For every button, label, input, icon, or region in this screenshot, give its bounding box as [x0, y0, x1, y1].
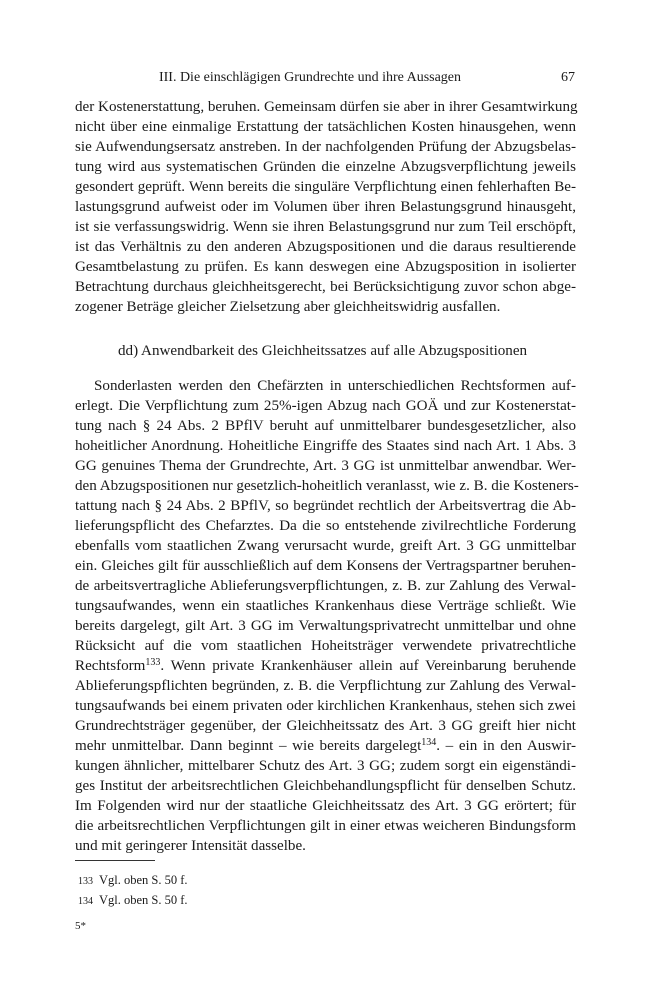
- text-line: GG genuines Thema der Grundrechte, Art. 3 GG ist unmittelbar anwendbar. Wer-: [75, 458, 576, 474]
- running-header: [75, 70, 575, 90]
- footnote-ref-133[interactable]: 133: [145, 657, 161, 668]
- text-span: mehr unmittelbar. Dann beginnt – wie bereits dargelegt: [75, 738, 422, 754]
- text-line: Im Folgenden wird nur der staatliche Gleichheitssatz des Art. 3 GG erörtert; für: [75, 798, 576, 814]
- text-line: die arbeitsrechtlichen Verpflichtungen gilt in einer etwas weicheren Bindungsform: [75, 818, 576, 834]
- text-line: ist sie verfassungswidrig. Wenn sie ihren Belastungsgrund nur zum Teil erschöpft,: [75, 219, 576, 235]
- footnote-text: Vgl. oben S. 50 f.: [99, 873, 188, 887]
- text-line: der Kostenerstattung, beruhen. Gemeinsam dürfen sie aber in ihrer Gesamtwirkung: [75, 99, 578, 115]
- text-span: . – ein in den Auswir-: [436, 738, 576, 754]
- text-line: [75, 656, 576, 676]
- text-line: Ablieferungspflichten begründen, z. B. die Verpflichtung zur Zahlung des Verwal-: [75, 678, 576, 694]
- text-line: [75, 736, 576, 756]
- page-number: 67: [561, 70, 575, 85]
- text-line: zogener Beträge gleicher Zielsetzung aber gleichheitswidrig ausfallen.: [75, 299, 501, 315]
- text-line: ges Institut der arbeitsrechtlichen Gleichbehandlungspflicht für denselben Schutz.: [75, 778, 576, 794]
- text-line: kungen ähnlicher, mittelbarer Schutz des Art. 3 GG; zudem sorgt ein eigenständi-: [75, 758, 576, 774]
- text-line: tung wird aus systematischen Gründen die einzelne Abzugsverpflichtung jeweils: [75, 159, 576, 175]
- text-line: ein. Gleiches gilt für ausschließlich auf dem Konsens der Vertragspartner beruhen-: [75, 558, 576, 574]
- text-line: Sonderlasten werden den Chefärzten in unterschiedlichen Rechtsformen auf-: [94, 378, 576, 394]
- footnote-number: 134: [78, 896, 93, 907]
- text-line: Grundrechtsträger gegenüber, der Gleichheitssatz des Art. 3 GG greift hier nicht: [75, 718, 576, 734]
- text-line: und mit geringerer Intensität dasselbe.: [75, 838, 306, 854]
- text-line: hoheitlicher Anordnung. Hoheitliche Eingriffe des Staates sind nach Art. 1 Abs. 3: [75, 438, 576, 454]
- footnote-text: Vgl. oben S. 50 f.: [99, 893, 188, 907]
- footnote-134: [78, 893, 188, 908]
- text-line: de arbeitsvertragliche Ablieferungsverpflichtungen, z. B. zur Zahlung des Verwal-: [75, 578, 576, 594]
- text-line: Betrachtung durchaus gleichheitsgerecht, bei Berücksichtigung zuvor schon abge-: [75, 279, 576, 295]
- text-line: sie Aufwendungsersatz anstreben. In der nachfolgenden Prüfung der Abzugsbelas-: [75, 139, 576, 155]
- text-span: . Wenn private Krankenhäuser allein auf Vereinbarung beruhende: [160, 658, 576, 674]
- text-line: bereits dargelegt, gilt Art. 3 GG im Verwaltungsprivatrecht unmittelbar und ohne: [75, 618, 576, 634]
- text-line: tungsaufwands bei einem privaten oder kirchlichen Krankenhaus, stehen sich zwei: [75, 698, 576, 714]
- text-line: erlegt. Die Verpflichtung zum 25%-igen Abzug nach GOÄ und zur Kostenerstat-: [75, 398, 576, 414]
- footnote-divider: [75, 860, 155, 861]
- text-line: lastungsgrund aufweist oder im Volumen über ihren Belastungsgrund hinausgeht,: [75, 199, 576, 215]
- text-line: tung nach § 24 Abs. 2 BPflV beruht auf unmittelbarer bundesgesetzlicher, also: [75, 418, 576, 434]
- footnote-ref-134[interactable]: 134: [421, 737, 437, 748]
- text-span: Rechtsform: [75, 658, 146, 674]
- running-title: III. Die einschlägigen Grundrechte und ihre Aussagen: [158, 70, 462, 85]
- text-line: den Abzugspositionen nur gesetzlich-hoheitlich veranlasst, wie z. B. die Kosteners-: [75, 478, 579, 494]
- footnote-133: [78, 873, 188, 888]
- text-line: Rücksicht auf die vom staatlichen Hoheitsträger verwendete privatrechtliche: [75, 638, 576, 654]
- sheet-signature: 5*: [75, 920, 86, 932]
- footnote-number: 133: [78, 876, 93, 887]
- text-line: ist das Verhältnis zu den anderen Abzugspositionen und die daraus resultierende: [75, 239, 576, 255]
- text-line: lieferungspflicht des Chefarztes. Da die so entstehende zivilrechtliche Forderung: [75, 518, 576, 534]
- text-line: ebenfalls vom staatlichen Zwang verursacht wurde, greift Art. 3 GG unmittelbar: [75, 538, 576, 554]
- text-line: tattung nach § 24 Abs. 2 BPflV, so begründet rechtlich der Arbeitsvertrag die Ab-: [75, 498, 576, 514]
- text-line: Gesamtbelastung zu prüfen. Es kann deswegen eine Abzugsposition in isolierter: [75, 259, 576, 275]
- text-line: nicht über eine einmalige Erstattung der tatsächlichen Kosten hinausgehen, wenn: [75, 119, 576, 135]
- text-line: tungsaufwandes, wenn ein staatliches Krankenhaus diese Verträge schließt. Wie: [75, 598, 576, 614]
- text-line: gesondert geprüft. Wenn bereits die singuläre Verpflichtung einen fehlerhaften Be-: [75, 179, 576, 195]
- section-heading: dd) Anwendbarkeit des Gleichheitssatzes auf alle Abzugspositionen: [118, 343, 528, 359]
